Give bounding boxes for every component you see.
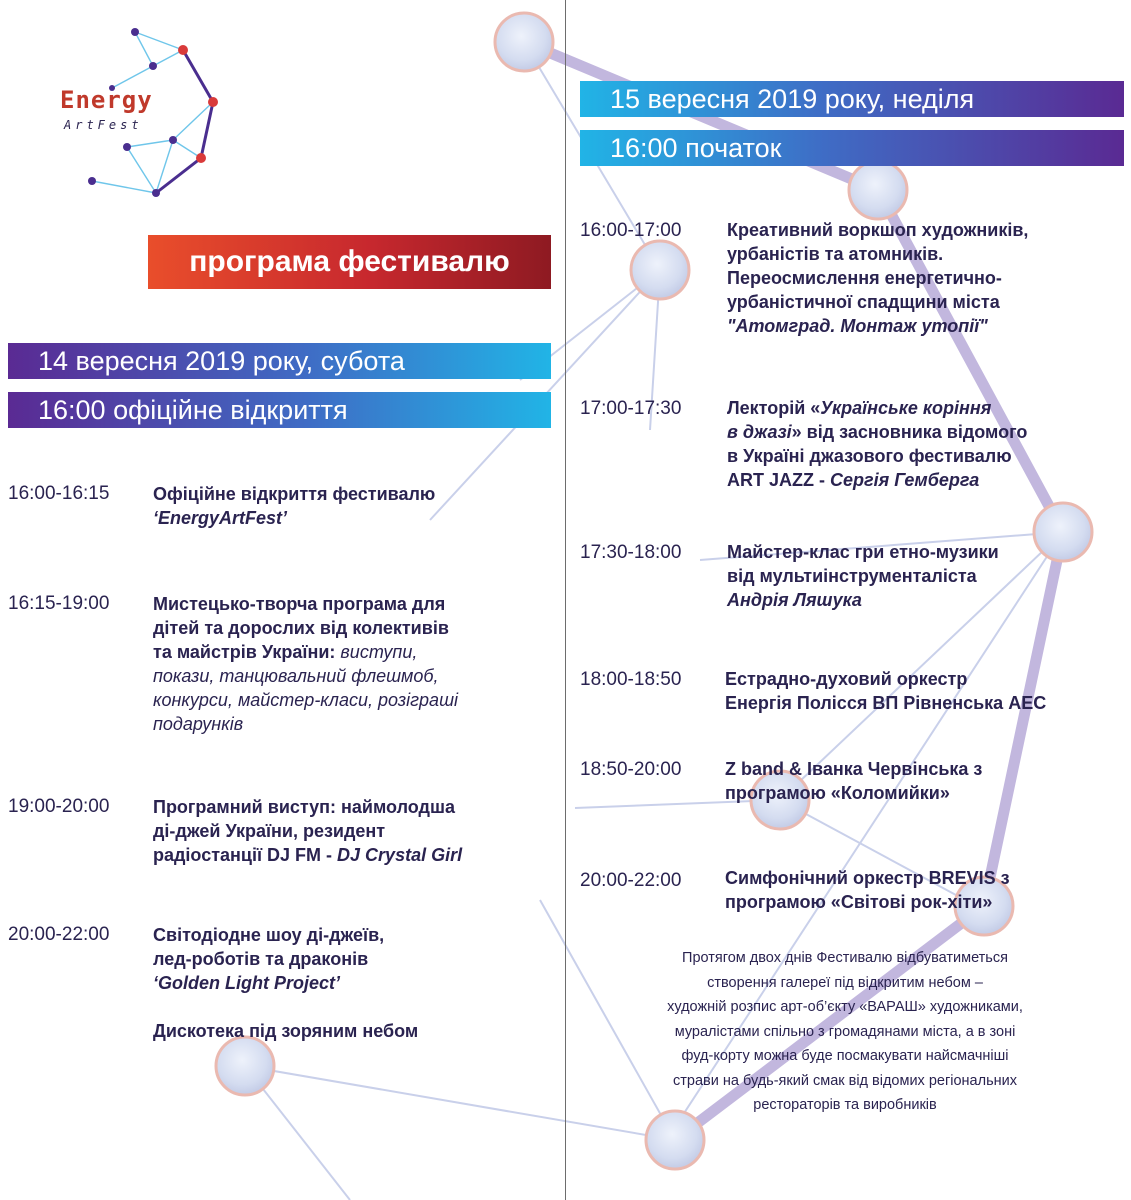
day1-event-time: 20:00-22:00 (8, 924, 110, 945)
day2-event-time: 20:00-22:00 (580, 870, 682, 891)
day1-event-desc: Офіційне відкриття фестивалю ‘EnergyArtFest’ (153, 484, 436, 528)
day1-opening-bar: 16:00 офіційне відкриття (8, 392, 551, 428)
day1-event-time: 16:15-19:00 (8, 593, 110, 614)
logo-subtitle: ArtFest (64, 118, 143, 132)
day1-date-bar: 14 вересня 2019 року, субота (8, 343, 551, 379)
day2-event-time: 17:30-18:00 (580, 542, 682, 563)
day2-event-desc: Майстер-клас гри етно-музики від мультиінструменталіста Андрія Ляшука (727, 542, 999, 610)
day1-event-desc: Світодіодне шоу ді-джеїв, лед-роботів та драконів ‘Golden Light Project’ Дискотека під зоряним небом (153, 925, 419, 1041)
center-divider (565, 0, 566, 1200)
gallery-note: Протягом двох днів Фестивалю відбуватиметься створення галереї під відкритим небом – художній розпис арт-об’єкту «ВАРАШ» художниками, муралістами спільно з громадянами міста, а в зоні фуд-корту можна буде посмакувати найсмачніші страви на будь-який смак від відомих регіональних рестораторів та виробників (667, 950, 1023, 1113)
day1-event-desc: Програмний виступ: наймолодша ді-джей України, резидент радіостанції DJ FM - DJ Crystal Girl (153, 797, 463, 865)
day1-event-time: 16:00-16:15 (8, 483, 110, 504)
day2-event-desc: Лекторій «Українське коріння в джазі» від засновника відомого в Україні джазового фестивалю ART JAZZ - Сергія Гемберга (727, 398, 1028, 490)
program-title: програма фестивалю (148, 235, 551, 289)
day2-event-desc: Естрадно-духовий оркестр Енергія Полісся ВП Рівненська АЕС (725, 669, 1047, 713)
day2-event-desc: Симфонічний оркестр BREVIS з програмою «Світові рок-хіти» (725, 868, 1010, 912)
day2-start-bar: 16:00 початок (580, 130, 1124, 166)
day2-event-time: 17:00-17:30 (580, 398, 682, 419)
day2-event-time: 18:50-20:00 (580, 759, 682, 780)
logo-name: Energy (60, 86, 153, 114)
day2-event-time: 16:00-17:00 (580, 220, 682, 241)
day2-event-time: 18:00-18:50 (580, 669, 682, 690)
day1-event-desc: Мистецько-творча програма для дітей та дорослих від колективів та майстрів України: виступи, покази, танцювальний флешмоб, конкурси, майстер-класи, розіграші подарунків (153, 594, 459, 734)
day1-event-time: 19:00-20:00 (8, 796, 110, 817)
day2-event-desc: Креативний воркшоп художників, урбаністів та атомників. Переосмислення енергетично- урбаністичної спадщини міста "Атомград. Монтаж утопії" (727, 220, 1029, 336)
day2-date-bar: 15 вересня 2019 року, неділя (580, 81, 1124, 117)
day2-event-desc: Z band & Іванка Червінська з програмою «Коломийки» (725, 759, 983, 803)
